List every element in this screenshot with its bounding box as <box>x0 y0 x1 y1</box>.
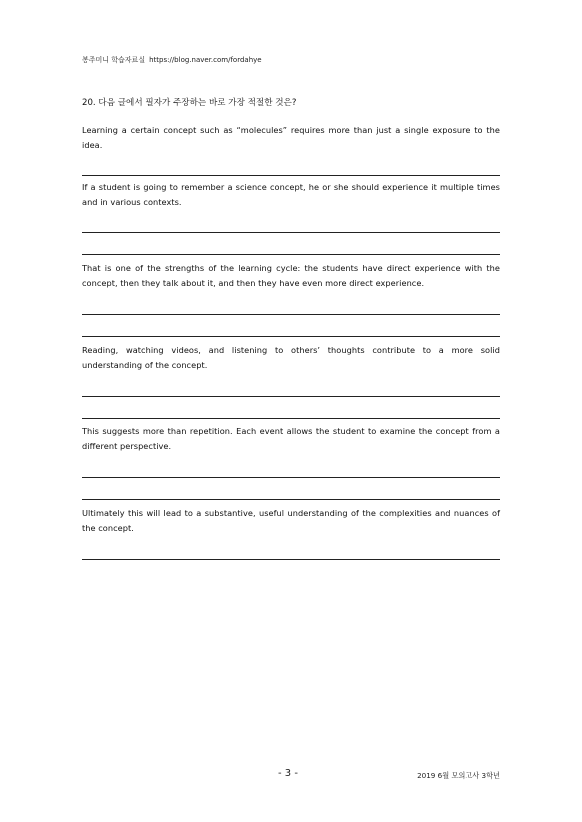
paragraph-3: That is one of the strengths of the learning cycle: the students have direct experience with the concept, then they talk about it, and then they have even more direct experience. <box>82 263 500 288</box>
answer-line <box>82 254 500 255</box>
paragraph-1: Learning a certain concept such as “molecules” requires more than just a single exposure to the idea. <box>82 125 500 150</box>
answer-line <box>82 314 500 315</box>
question-title: 20. 다음 글에서 필자가 주장하는 바로 가장 적절한 것은? <box>82 98 297 108</box>
page-number: - 3 - <box>278 768 298 779</box>
paragraph-6: Ultimately this will lead to a substantive, useful understanding of the complexities and nuances of the concept. <box>82 508 500 533</box>
paragraph-4: Reading, watching videos, and listening to others’ thoughts contribute to a more solid understanding of the concept. <box>82 345 500 370</box>
answer-line <box>82 559 500 560</box>
paragraph-2: If a student is going to remember a science concept, he or she should experience it multiple times and in various contexts. <box>82 182 500 207</box>
answer-line <box>82 418 500 419</box>
exam-label: 2019 6월 모의고사 3학년 <box>417 771 500 780</box>
answer-line <box>82 336 500 337</box>
page-header <box>82 55 262 65</box>
answer-line <box>82 175 500 176</box>
blog-url[interactable]: https://blog.naver.com/fordahye <box>149 56 262 64</box>
answer-line <box>82 499 500 500</box>
paragraph-5: This suggests more than repetition. Each event allows the student to examine the concept from a different perspective. <box>82 426 500 451</box>
answer-line <box>82 232 500 233</box>
answer-line <box>82 477 500 478</box>
blog-name: 봉주미니 학습자료실 <box>82 56 146 64</box>
answer-line <box>82 396 500 397</box>
